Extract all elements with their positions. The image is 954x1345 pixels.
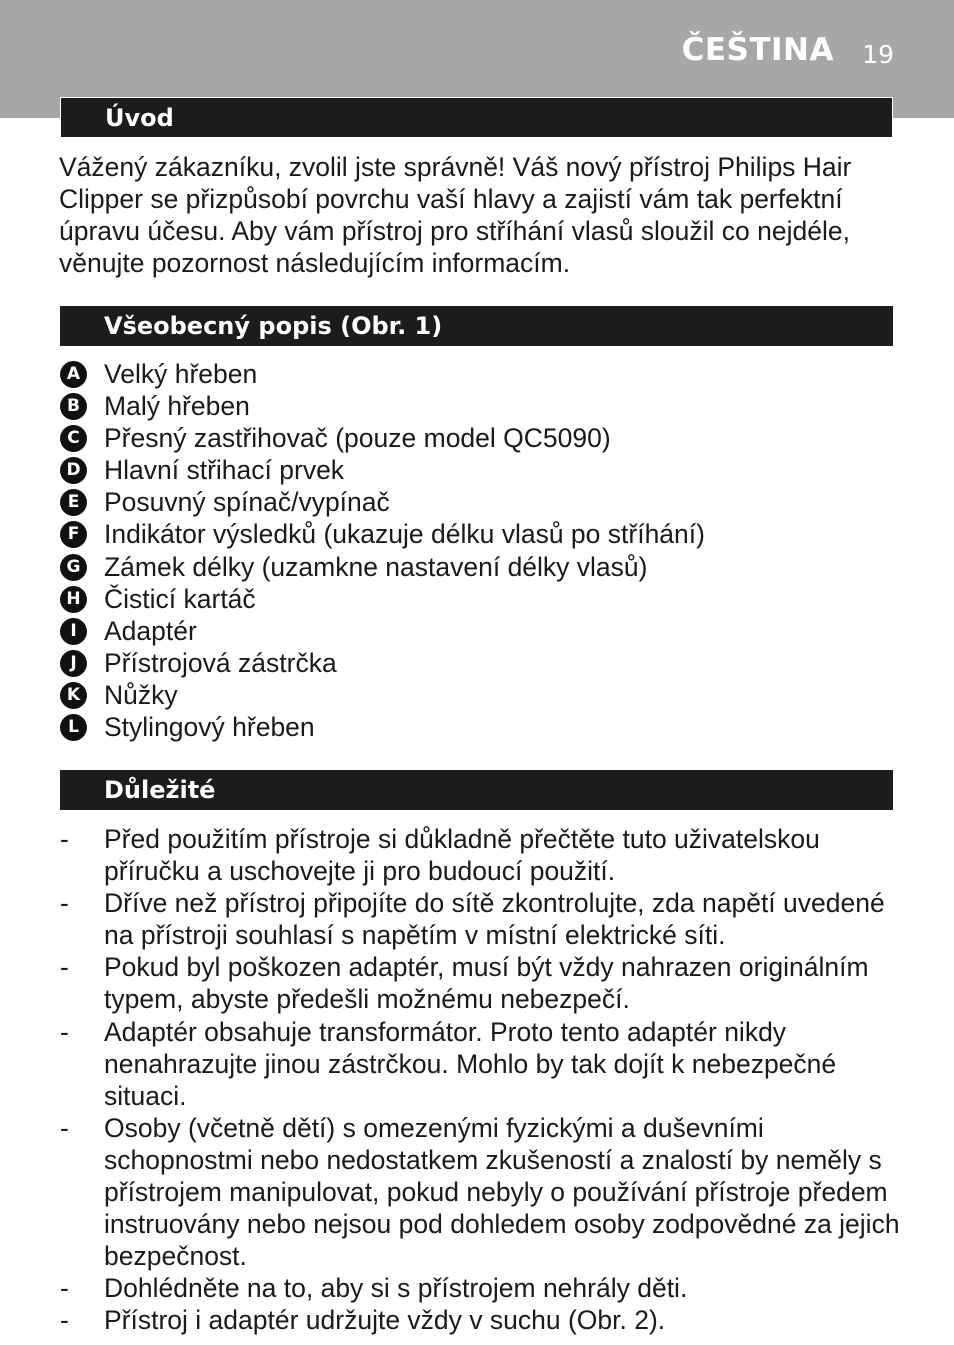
letter-badge-icon: C <box>60 425 87 452</box>
section-title-important: Důležité <box>104 776 216 804</box>
letter-badge-icon: E <box>60 489 87 516</box>
part-label: Adaptér <box>104 615 197 646</box>
letter-badge-icon: G <box>60 554 87 581</box>
part-label: Nůžky <box>104 679 178 710</box>
list-item <box>60 1272 900 1304</box>
letter-badge-icon: L <box>60 714 87 741</box>
list-item <box>60 679 705 711</box>
list-item <box>60 1112 900 1272</box>
part-label: Hlavní střihací prvek <box>104 455 345 486</box>
page-number: 19 <box>862 40 894 69</box>
list-item <box>60 951 900 1015</box>
letter-badge-icon: B <box>60 393 87 420</box>
part-label: Malý hřeben <box>104 391 250 422</box>
list-item <box>60 390 705 422</box>
list-item <box>60 518 705 550</box>
letter-badge-icon: K <box>60 682 87 709</box>
letter-badge-icon: D <box>60 457 87 484</box>
list-item <box>60 422 705 454</box>
part-label: Posuvný spínač/vypínač <box>104 487 390 518</box>
dash-bullet: - <box>60 824 69 854</box>
list-item <box>60 583 705 615</box>
letter-badge-icon: I <box>60 618 87 645</box>
warning-text: Osoby (včetně dětí) s omezenými fyzickými a duševními schopnostmi nebo nedostatkem zkušeností a znalostí by neměly s přístrojem manipulovat, pokud nebyly o používání přístroje předem instruovány nebo nejsou pod dohledem osoby zodpovědné za jejich bezpečnost. <box>104 1112 900 1272</box>
parts-list <box>60 358 705 743</box>
warning-text: Dohlédněte na to, aby si s přístrojem nehrály děti. <box>104 1273 688 1304</box>
letter-badge-icon: H <box>60 586 87 613</box>
section-header-important <box>60 770 893 810</box>
list-item <box>60 454 705 486</box>
section-header-intro <box>60 97 893 138</box>
intro-paragraph: Vážený zákazníku, zvolil jste správně! Váš nový přístroj Philips Hair Clipper se přizpůsobí povrchu vaší hlavy a zajistí vám tak perfektní úpravu účesu. Aby vám přístroj pro stříhání vlasů sloužil co nejdéle, věnujte pozornost následujícím informacím. <box>59 152 852 278</box>
part-label: Přístrojová zástrčka <box>104 647 337 678</box>
warning-text: Adaptér obsahuje transformátor. Proto tento adaptér nikdy nenahrazujte jinou zástrčkou. Mohlo by tak dojít k nebezpečné situaci. <box>104 1016 837 1111</box>
list-item <box>60 823 900 887</box>
dash-bullet: - <box>60 1273 69 1304</box>
list-item <box>60 551 705 583</box>
warning-text: Před použitím přístroje si důkladně přečtěte tuto uživatelskou příručku a uschovejte ji pro budoucí použití. <box>104 824 820 887</box>
warning-text: Pokud byl poškozen adaptér, musí být vždy nahrazen originálním typem, abyste předešli možnému nebezpečí. <box>104 952 869 1015</box>
warning-text: Dříve než přístroj připojíte do sítě zkontrolujte, zda napětí uvedené na přístroji souhlasí s napětím v místní elektrické síti. <box>104 888 885 951</box>
list-item <box>60 887 900 951</box>
list-item <box>60 1304 900 1336</box>
letter-badge-icon: A <box>60 361 87 388</box>
part-label: Indikátor výsledků (ukazuje délku vlasů po stříhání) <box>104 519 705 550</box>
list-item <box>60 711 705 743</box>
list-item <box>60 615 705 647</box>
dash-bullet: - <box>60 888 69 919</box>
list-item <box>60 1016 900 1112</box>
letter-badge-icon: J <box>60 650 87 677</box>
part-label: Čisticí kartáč <box>104 583 256 614</box>
part-label: Stylingový hřeben <box>104 712 315 743</box>
warning-text: Přístroj i adaptér udržujte vždy v suchu (Obr. 2). <box>104 1305 666 1336</box>
list-item <box>60 647 705 679</box>
letter-badge-icon: F <box>60 521 87 548</box>
part-label: Zámek délky (uzamkne nastavení délky vlasů) <box>104 551 648 582</box>
section-title-description: Všeobecný popis (Obr. 1) <box>104 312 443 340</box>
section-header-description <box>60 306 893 346</box>
part-label: Velký hřeben <box>104 359 258 389</box>
part-label: Přesný zastřihovač (pouze model QC5090) <box>104 423 611 454</box>
list-item <box>60 486 705 518</box>
dash-bullet: - <box>60 1016 69 1047</box>
dash-bullet: - <box>60 1112 69 1143</box>
language-title: ČEŠTINA <box>681 32 834 68</box>
dash-bullet: - <box>60 952 69 983</box>
list-item <box>60 358 705 390</box>
section-title-intro: Úvod <box>105 103 174 132</box>
dash-bullet: - <box>60 1305 69 1336</box>
important-list <box>60 823 900 1337</box>
